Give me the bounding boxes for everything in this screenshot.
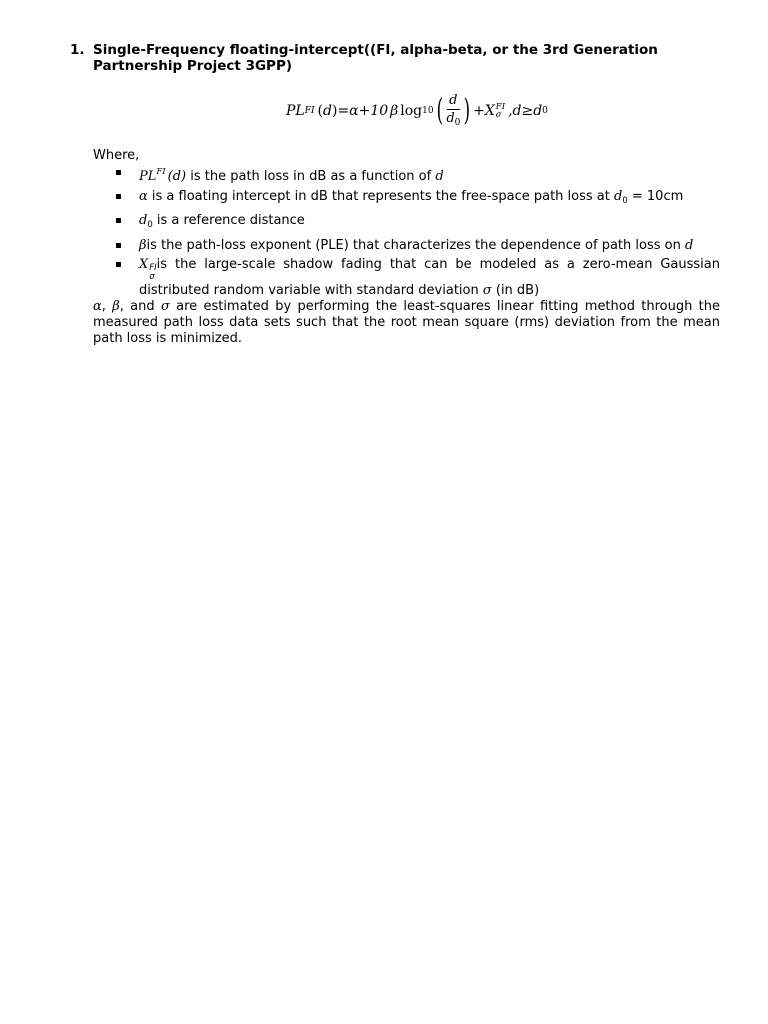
square-bullet-icon [116, 262, 121, 267]
definition-list [93, 163, 720, 301]
x-superscript: FI [149, 263, 157, 273]
eq-condition: ,d≥d [508, 103, 543, 119]
eq-big-rparen: ) [464, 93, 471, 128]
x-scripts [149, 264, 156, 281]
eq-pl: PL [286, 103, 305, 119]
list-item [93, 236, 720, 256]
alpha-description: is a floating intercept in dB that represents the free-space path loss at [147, 188, 614, 204]
list-item [93, 211, 720, 236]
beta-variable: d [684, 237, 694, 253]
x-subscript: σ [149, 271, 155, 282]
alpha-symbol: α [139, 188, 148, 204]
square-bullet-icon [116, 218, 121, 223]
eq-alpha-term: =α+10 [337, 103, 389, 119]
d0-ref-description: is a reference distance [152, 213, 305, 228]
eq-x-sub: σ [495, 110, 502, 120]
section-title-line2: Partnership Project 3GPP) [93, 58, 293, 74]
eq-lparen: ( [317, 103, 323, 119]
d0-ref-subscript: 0 [147, 220, 153, 230]
eq-pl-superscript: FI [304, 106, 315, 116]
pl-description: is the path loss in dB as a function of [186, 169, 436, 184]
para-sep1: , [101, 299, 113, 314]
eq-rparen: ) [331, 103, 338, 119]
sigma-symbol: σ [482, 283, 492, 298]
section-number: 1. [70, 42, 85, 58]
sigma-unit: (in dB) [491, 283, 540, 298]
d0-value: = 10cm [627, 188, 684, 204]
square-bullet-icon [116, 194, 121, 199]
beta-description: is the path-loss exponent (PLE) that characterizes the dependence of path loss on [146, 237, 685, 253]
square-bullet-icon [116, 170, 121, 175]
eq-x-sup: FI [495, 101, 506, 112]
para-alpha: α [93, 299, 102, 314]
square-bullet-icon [116, 243, 121, 248]
eq-log: log [400, 103, 423, 119]
section-heading [70, 42, 710, 74]
estimation-paragraph [93, 299, 720, 347]
x-symbol: X [139, 257, 149, 272]
list-item [93, 163, 720, 187]
where-label: Where, [93, 148, 140, 163]
pl-superscript: FI [156, 167, 166, 177]
eq-big-lparen: ( [436, 93, 443, 128]
eq-fraction [446, 94, 460, 128]
beta-symbol: β [139, 237, 147, 253]
eq-beta: β [390, 103, 399, 119]
eq-d: d [323, 103, 332, 119]
eq-frac-numerator: d [449, 93, 458, 108]
pl-variable: d [435, 169, 444, 184]
eq-frac-den-d: d [446, 111, 455, 126]
list-item [93, 187, 720, 212]
para-sep2: , and [119, 299, 161, 314]
para-sigma: σ [160, 299, 170, 314]
d0-ref-symbol: d [139, 213, 148, 228]
section-title-line1: Single-Frequency floating-intercept((FI, alpha-beta, or the 3rd Generation [93, 42, 658, 58]
pl-symbol: PL [139, 169, 157, 184]
d0-symbol: d [614, 188, 623, 204]
eq-frac-den-sub: 0 [454, 118, 461, 128]
list-item [93, 255, 720, 301]
eq-log-base: 10 [422, 106, 434, 116]
para-beta: β [112, 299, 120, 314]
eq-plus-x: +X [473, 103, 495, 119]
eq-condition-sub: 0 [542, 106, 548, 116]
eq-x-scripts [496, 103, 505, 120]
pl-argument: (d) [167, 169, 187, 184]
eq-frac-denominator [446, 110, 460, 128]
x-description: is the large-scale shadow fading that can be modeled as a zero-mean Gaussian distributed random variable with standard deviation [139, 257, 720, 298]
path-loss-equation [286, 88, 548, 134]
d0-subscript: 0 [622, 195, 628, 206]
para-text: are estimated by performing the least-squares linear fitting method through the measured path loss data sets such that the root mean square (rms) deviation from the mean path loss is minimized. [93, 299, 720, 346]
